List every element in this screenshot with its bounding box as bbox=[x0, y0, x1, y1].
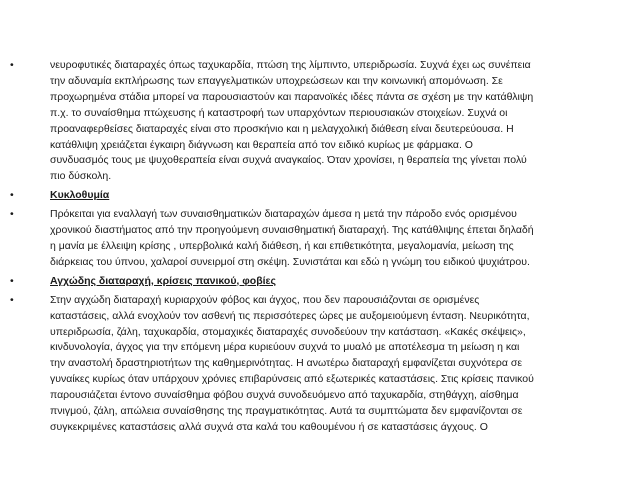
section-heading: Κυκλοθυμία bbox=[50, 189, 110, 202]
bullet-list bbox=[10, 58, 590, 439]
paragraph-text: Στην αγχώδη διαταραχή κυριαρχούν φόβος και άγχος, που δεν παρουσιάζονται σε ορισμένες καταστάσεις, αλλά ενοχλούν τον ασθενή τις περισσότερες ώρες με αυξομειούμενη ένταση. Νευρικότητα, υπεριδρωσία, ζάλη, ταχυκαρδία, στομαχικές διαταραχές συνοδεύουν την κατάσταση. «Κακές σκέψεις», κινδυνολογία, άγχος για την επόμενη μέρα κυριεύουν συχνά το μυαλό με αποτέλεσμα τη μείωση η και την αναστολή δραστηριοτήτων της καθημερινότητας. Η ανωτέρω διαταραχή εμφανίζεται συχνότερα σε γυναίκες κυρίως όταν υπάρχουν χρόνιες επιβαρύνσεις από εξωτερικές καταστάσεις. Στις κρίσεις πανικού παρουσιάζεται έντονο συναίσθημα φόβου συχνά συνοδευόμενο από ταχυκαρδία, στηθάγχη, αίσθημα πνιγμού, ζάλη, απώλεια συναίσθησης της πραγματικότητας. Αυτά τα συμπτώματα δεν εμφανίζονται σε συγκεκριμένες καταστάσεις αλλά συχνά στα καλά του καθουμένου ή σε καταστάσεις άγχους. Ο bbox=[50, 293, 534, 433]
list-item-anxiety-heading bbox=[10, 274, 590, 290]
bullet-icon: • bbox=[10, 189, 14, 202]
list-item-cyclothymia-heading bbox=[10, 188, 590, 204]
list-item-depression-symptoms bbox=[10, 58, 590, 185]
bullet-icon: • bbox=[10, 274, 14, 287]
paragraph-text: Πρόκειται για εναλλαγή των συναισθηματικών διαταραχών άμεσα η μετά την πάροδο ενός ορισμένου χρονικού διαστήματος από την προηγούμενη συναισθηματική διαταραχή. Της κατάθλιψης έπεται δηλαδή η μανία με έλλειψη κρίσης , υπερβολικά καλή διάθεση, ή και επιθετικότητα, μεγαλομανία, μείωση της διάρκειας του ύπνου, χαλαροί συνειρμοί στη σκέψη. Συνιστάται και εδώ η γνώμη του ειδικού ψυχιάτρου. bbox=[50, 208, 534, 268]
list-item-anxiety-text bbox=[10, 293, 590, 436]
bullet-icon: • bbox=[10, 208, 14, 221]
section-heading: Αγχώδης διαταραχή, κρίσεις πανικού, φοβίες bbox=[50, 274, 276, 287]
list-item-cyclothymia-text bbox=[10, 207, 590, 271]
bullet-icon: • bbox=[10, 59, 14, 71]
bullet-icon: • bbox=[10, 293, 14, 306]
paragraph-text: νευροφυτικές διαταραχές όπως ταχυκαρδία, πτώση της λίμπιντο, υπεριδρωσία. Συχνά έχει ως συνέπεια την αδυναμία εκπλήρωσης των επαγγελματικών υποχρεώσεων και την κοινωνική απομόνωση. Σε προχωρημένα στάδια μπορεί να παρουσιαστούν και παρανοϊκές ιδέες πάντα σε σχέση με την κατάθλιψη π.χ. το συναίσθημα πτώχευσης ή καταστροφή των υπαρχόντων περιουσιακών στοιχείων. Συχνά οι προαναφερθείσες διαταραχές είναι στο προσκήνιο και η μελαγχολική διάθεση είναι δευτερεύουσα. Η κατάθλιψη χρειάζεται έγκαιρη διάγνωση και θεραπεία από τον ειδικό κυρίως με φάρμακα. Ο συνδυασμός τους με ψυχοθεραπεία είναι συχνά αναγκαίος. Όταν χρονίσει, η θεραπεία της γίνεται πολύ πιο δύσκολη. bbox=[50, 59, 534, 183]
